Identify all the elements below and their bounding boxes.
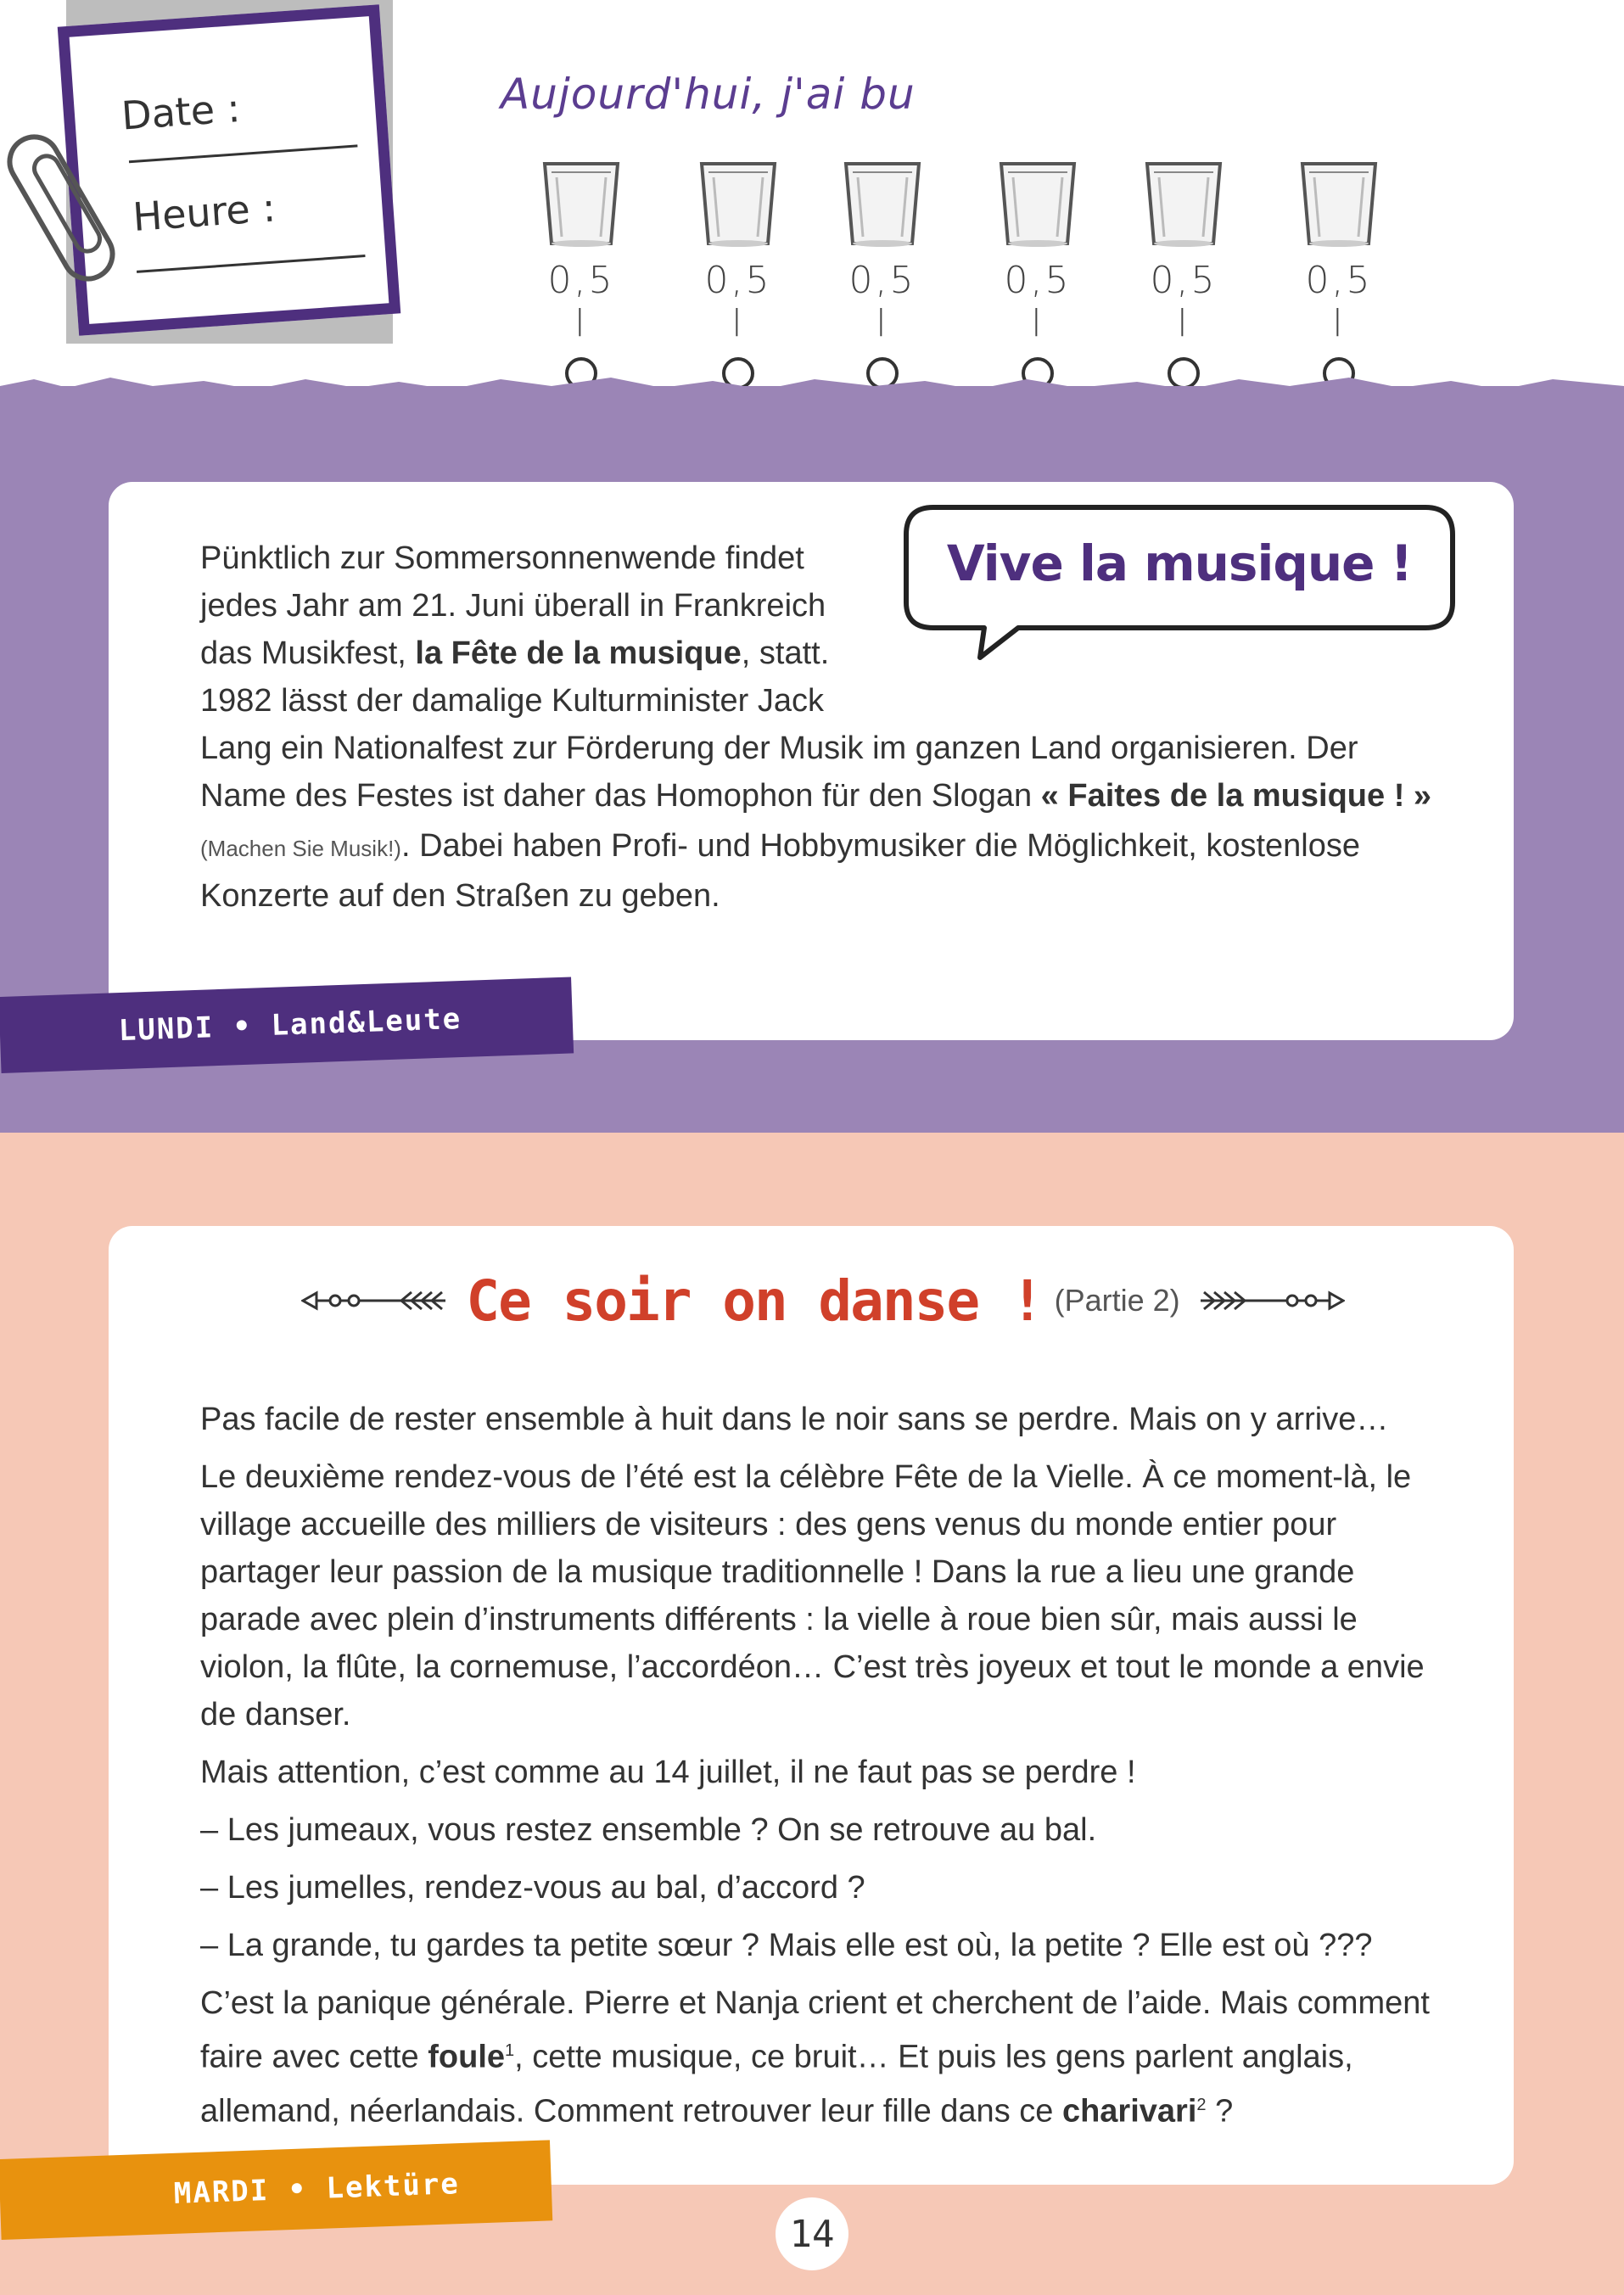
bubble-text: Vive la musique !	[946, 535, 1413, 592]
footnote-ref: 1	[505, 2041, 515, 2060]
glass-volume-label: 0,5 l	[704, 259, 772, 345]
story-paragraph	[200, 1979, 1448, 2135]
glass-icon	[692, 157, 785, 250]
glass-volume-label: 0,5 l	[1305, 259, 1373, 345]
bold-term: « Faites de la musique ! »	[1040, 778, 1432, 814]
water-glass-item	[836, 157, 929, 389]
glass-volume-label: 0,5 l	[1004, 259, 1072, 345]
mardi-tag: MARDI • Lektüre	[0, 2140, 552, 2240]
story-paragraph: Pas facile de rester ensemble à huit dans le noir sans se perdre. Mais on y arrive…	[200, 1402, 1389, 1437]
glass-icon	[1292, 157, 1386, 250]
bold-term: la Fête de la musique	[415, 635, 742, 671]
water-glass-item	[1292, 157, 1386, 389]
text-segment: Pünktlich zur Sommersonnenwende findet jedes Jahr am 21. Juni überall in Frankreich das Musikfest,	[200, 540, 826, 671]
glass-icon	[535, 157, 628, 250]
footnote-ref: 2	[1196, 2095, 1207, 2114]
land-leute-text	[200, 535, 1448, 920]
water-glass-item	[692, 157, 785, 389]
glass-icon	[1137, 157, 1230, 250]
torn-edge	[0, 369, 1624, 403]
story-text	[200, 1396, 1448, 2145]
date-line	[129, 144, 358, 163]
water-glass-item	[1137, 157, 1230, 389]
vocab-term: charivari	[1061, 2093, 1197, 2130]
drink-tracker-title: Aujourd'hui, j'ai bu	[501, 70, 916, 119]
text-segment: C’est la panique générale. Pierre et Nanja crient et cherchent de l’aide. Mais comment faire avec cette	[200, 1985, 1430, 2075]
small-note: (Machen Sie Musik!)	[200, 836, 401, 861]
story-title: Ce soir on danse !	[466, 1268, 1043, 1334]
glass-volume-label: 0,5 l	[547, 259, 615, 345]
bubble-spacer	[837, 535, 1448, 725]
text-segment: , cette musique, ce bruit… Et puis les gens parlent anglais, allemand, néerlandais. Comment retrouver leur fille dans ce	[200, 2039, 1353, 2130]
water-glass-item	[535, 157, 628, 389]
story-title-row	[293, 1262, 1353, 1339]
story-paragraph: Le deuxième rendez-vous de l’été est la célèbre Fête de la Vielle. À ce moment-là, le village accueille des milliers de visiteurs : des gens venus du monde entier pour partager leur passion de la musique traditionnelle ! Dans la rue a lieu une grande parade avec plein d’instruments différents : la vielle à roue bien sûr, mais aussi le violon, la flûte, la cornemuse, l’accordéon… C’est très joyeux et tout le monde a envie de danser.	[200, 1459, 1425, 1732]
story-paragraph: Mais attention, c’est comme au 14 juillet, il ne faut pas se perdre !	[200, 1755, 1136, 1790]
glass-icon	[991, 157, 1084, 250]
text-segment: ?	[1206, 2093, 1234, 2130]
arrow-right-icon	[1192, 1288, 1345, 1313]
lundi-tag: LUNDI • Land&Leute	[0, 977, 574, 1073]
page-number: 14	[776, 2197, 848, 2270]
text-segment: , statt. 1982 lässt der damalige Kulturminister Jack Lang ein Nationalfest zur Förderung der Musik im ganzen Land organisieren. Der Name des Festes ist daher das Homophon für den Slogan	[200, 635, 1358, 814]
text-segment: . Dabei haben Profi- und Hobbymusiker die Möglichkeit, kostenlose Konzerte auf den Straßen zu geben.	[200, 828, 1361, 914]
time-line	[137, 255, 366, 273]
glass-volume-label: 0,5 l	[848, 259, 916, 345]
glass-icon	[836, 157, 929, 250]
dialogue-line: – La grande, tu gardes ta petite sœur ? Mais elle est où, la petite ? Elle est où ???	[200, 1928, 1373, 1963]
glass-volume-label: 0,5 l	[1150, 259, 1218, 345]
date-time-note	[58, 4, 401, 336]
water-glass-item	[991, 157, 1084, 389]
dialogue-line: – Les jumeaux, vous restez ensemble ? On se retrouve au bal.	[200, 1812, 1097, 1848]
dialogue-line: – Les jumelles, rendez-vous au bal, d’accord ?	[200, 1870, 865, 1906]
time-label: Heure :	[131, 184, 277, 240]
date-label: Date :	[120, 84, 242, 139]
vocab-term: foule	[428, 2039, 506, 2075]
story-part: (Partie 2)	[1054, 1283, 1180, 1318]
arrow-left-icon	[301, 1288, 454, 1313]
